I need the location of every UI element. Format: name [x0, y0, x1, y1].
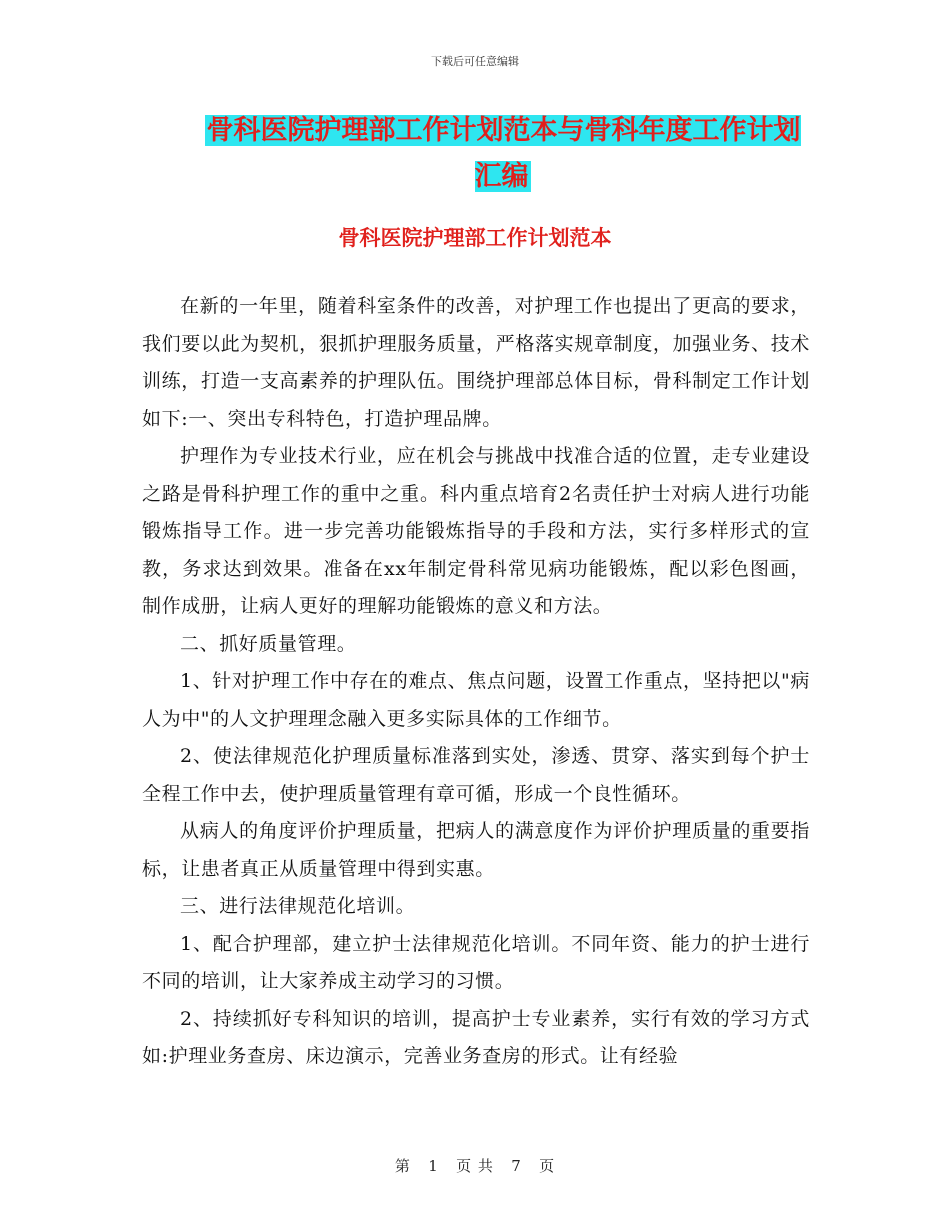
page-footer — [0, 1155, 950, 1176]
paragraph: 在新的一年里，随着科室条件的改善，对护理工作也提出了更高的要求，我们要以此为契机，狠抓护理服务质量，严格落实规章制度，加强业务、技术训练，打造一支高素养的护理队伍。围绕护理部总体目标，骨科制定工作计划如下:一、突出专科特色，打造护理品牌。 — [142, 295, 810, 430]
page-total: 7 — [511, 1157, 522, 1175]
paragraph: 2、持续抓好专科知识的培训，提高护士专业素养，实行有效的学习方式如:护理业务查房、床边演示，完善业务查房的形式。让有经验 — [142, 1007, 810, 1067]
document-title-text: 骨科医院护理部工作计划范本与骨科年度工作计划汇编 — [206, 115, 801, 192]
body-text — [142, 288, 810, 1076]
paragraph: 二、抓好质量管理。 — [180, 632, 357, 655]
paragraph: 1、配合护理部，建立护士法律规范化培训。不同年资、能力的护士进行不同的培训，让大家养成主动学习的习惯。 — [142, 932, 810, 992]
footer-prefix: 第 — [394, 1157, 411, 1175]
paragraph: 2、使法律规范化护理质量标准落到实处，渗透、贯穿、落实到每个护士全程工作中去，使护理质量管理有章可循，形成一个良性循环。 — [142, 745, 810, 805]
paragraph: 三、进行法律规范化培训。 — [180, 895, 416, 917]
document-title — [195, 108, 810, 200]
page-number: 1 — [428, 1157, 439, 1175]
header-note: 下载后可任意编辑 — [431, 55, 519, 68]
paragraph: 1、针对护理工作中存在的难点、焦点问题，设置工作重点，坚持把以"病人为中"的人文护理理念融入更多实际具体的工作细节。 — [142, 670, 810, 730]
paragraph: 护理作为专业技术行业，应在机会与挑战中找准合适的位置，走专业建设之路是骨科护理工作的重中之重。科内重点培育2名责任护士对病人进行功能锻炼指导工作。进一步完善功能锻炼指导的手段和方法，实行多样形式的宣教，务求达到效果。准备在xx年制定骨科常见病功能锻炼，配以彩色图画，制作成册，让病人更好的理解功能锻炼的意义和方法。 — [142, 445, 810, 617]
section-title: 骨科医院护理部工作计划范本 — [338, 225, 612, 250]
footer-middle: 页 共 — [456, 1157, 494, 1175]
footer-suffix: 页 — [539, 1157, 556, 1175]
paragraph: 从病人的角度评价护理质量，把病人的满意度作为评价护理质量的重要指标，让患者真正从质量管理中得到实惠。 — [142, 820, 810, 880]
